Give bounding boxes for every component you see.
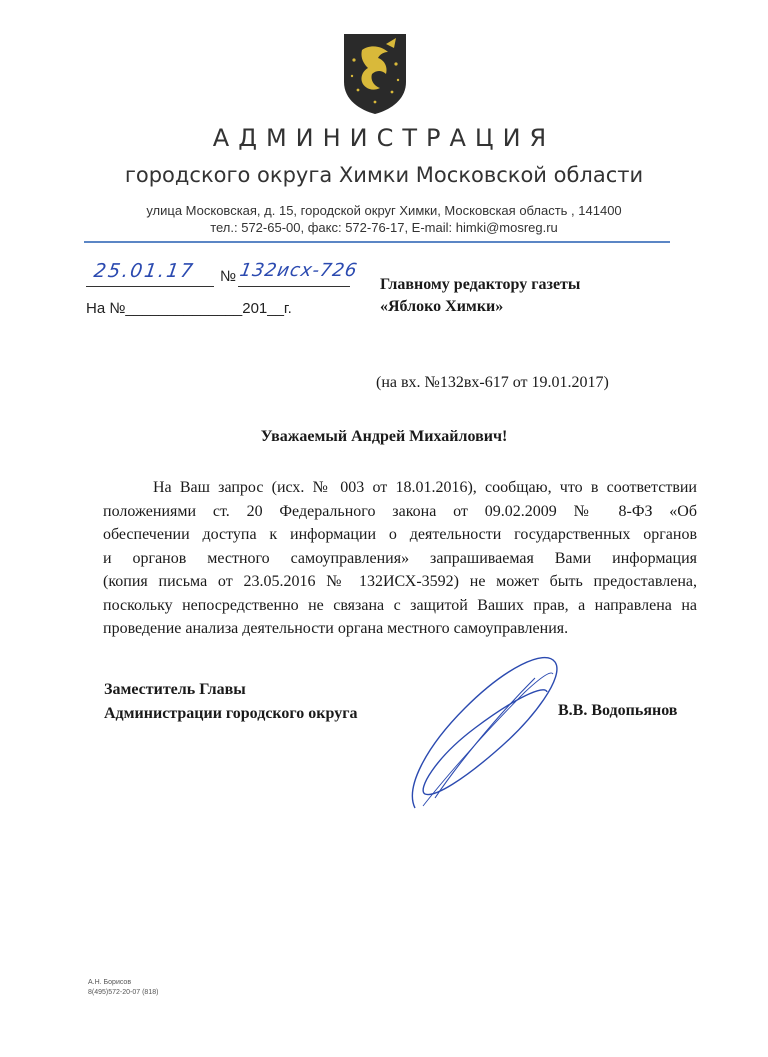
signatory-position [104, 678, 357, 726]
body-line: На Ваш запрос (исх. № 003 от 18.01.2016), сообщаю, что в соответствии [153, 479, 697, 496]
executor-info [88, 978, 158, 998]
number-label: № [220, 268, 237, 285]
executor-phone: 8(495)572-20-07 (818) [88, 989, 159, 996]
signatory-position-line: Заместитель Главы [104, 681, 246, 698]
body-line: и органов местного самоуправления» запрашиваемая Вами информация [103, 549, 697, 567]
executor-name: А.Н. Борисов [88, 979, 132, 986]
org-title: АДМИНИСТРАЦИЯ [212, 124, 556, 152]
org-subtitle: городского округа Химки Московской области [124, 163, 644, 187]
body-line: (копия письма от 23.05.2016 № 132ИСХ-3592) не может быть предоставлена, [103, 573, 697, 590]
signatory-position-line: Администрации городского округа [104, 705, 358, 722]
reference-line: На №______________201__г. [86, 300, 292, 317]
signatory-name: В.В. Водопьянов [558, 702, 678, 719]
addressee-line: Главному редактору газеты [380, 276, 581, 293]
outgoing-number: 132исх-726 [238, 260, 360, 281]
addressee-line: «Яблоко Химки» [380, 298, 504, 315]
handwritten-signature [395, 648, 575, 818]
salutation: Уважаемый Андрей Михайлович! [260, 428, 508, 445]
incoming-reference: (на вх. №132вх-617 от 19.01.2017) [376, 374, 609, 391]
number-underline [238, 286, 350, 287]
body-line: обеспечении доступа к информации о деятельности государственных органов [103, 526, 697, 543]
org-address: улица Московская, д. 15, городской округ Химки, Московская область , 141400 [146, 203, 622, 218]
org-contacts: тел.: 572-65-00, факс: 572-76-17, E-mail: himki@mosreg.ru [210, 220, 558, 235]
khimki-coat-of-arms-icon [340, 30, 410, 116]
body-line: поскольку непосредственно не связана с защитой Ваших прав, а направлена на [103, 596, 697, 614]
outgoing-date: 25.01.17 [92, 260, 197, 282]
header-divider [84, 241, 670, 243]
letter-body [103, 476, 697, 641]
body-line: проведение анализа деятельности органа местного самоуправления. [103, 620, 569, 637]
date-underline [86, 286, 214, 287]
addressee [380, 274, 580, 318]
body-line: положениями ст. 20 Федерального закона от 09.02.2009 № 8-ФЗ «Об [103, 502, 697, 520]
